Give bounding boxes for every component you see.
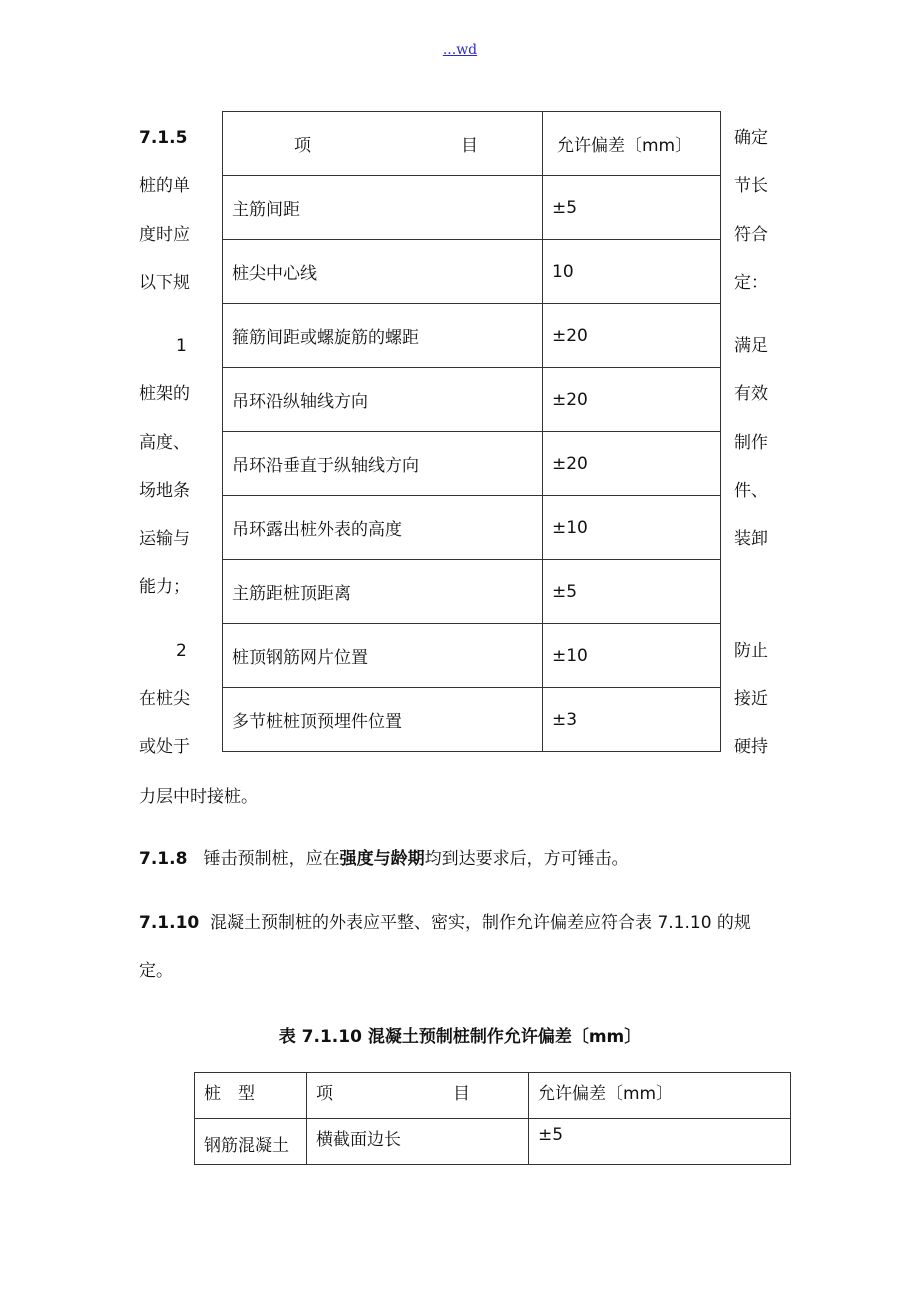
section-number-715: 7.1.5 bbox=[139, 128, 188, 148]
row-item: 多节桩桩顶预埋件位置 bbox=[223, 688, 543, 752]
table-row bbox=[223, 240, 721, 304]
right-line: 符合 bbox=[734, 225, 768, 245]
right-line: 防止 bbox=[734, 641, 768, 661]
table-row bbox=[223, 560, 721, 624]
section-number-7110: 7.1.10 bbox=[139, 913, 200, 933]
tolerance-table-715 bbox=[222, 111, 721, 752]
section-715-tail: 力层中时接桩。 bbox=[139, 787, 258, 807]
page-header: ...wd bbox=[442, 42, 478, 58]
list-number-1: 1 bbox=[176, 336, 187, 356]
table-row bbox=[223, 688, 721, 752]
left-line: 场地条 bbox=[139, 481, 190, 501]
header-item-cell bbox=[223, 112, 543, 176]
header-tolerance: 允许偏差〔mm〕 bbox=[543, 112, 721, 176]
row-value: ±3 bbox=[543, 688, 721, 752]
left-line: 在桩尖 bbox=[139, 689, 190, 709]
row-item: 桩顶钢筋网片位置 bbox=[223, 624, 543, 688]
header-tolerance: 允许偏差〔mm〕 bbox=[529, 1073, 791, 1119]
row-item: 箍筋间距或螺旋筋的螺距 bbox=[223, 304, 543, 368]
row-value: ±10 bbox=[543, 624, 721, 688]
row-value: ±5 bbox=[529, 1119, 791, 1165]
left-line: 以下规 bbox=[139, 273, 190, 293]
row-value: ±20 bbox=[543, 304, 721, 368]
left-line: 桩架的 bbox=[139, 384, 190, 404]
table-header-row bbox=[195, 1073, 791, 1119]
left-line: 或处于 bbox=[139, 737, 190, 757]
table-row bbox=[223, 496, 721, 560]
header-item-a: 项 bbox=[294, 136, 311, 156]
left-line: 能力； bbox=[139, 577, 190, 597]
section-7110-line1: 混凝土预制桩的外表应平整、密实，制作允许偏差应符合表 7.1.10 的规 bbox=[210, 913, 751, 933]
left-line: 度时应 bbox=[139, 225, 190, 245]
left-line: 高度、 bbox=[139, 433, 190, 453]
header-item-cell bbox=[307, 1073, 529, 1119]
row-item: 主筋距桩顶距离 bbox=[223, 560, 543, 624]
right-line: 确定 bbox=[734, 128, 768, 148]
right-line: 制作 bbox=[734, 433, 768, 453]
section-718-text-a: 锤击预制桩，应在 bbox=[203, 849, 340, 869]
table-header-row bbox=[223, 112, 721, 176]
section-718-bold-text: 强度与龄期 bbox=[339, 849, 425, 869]
row-item: 吊环露出桩外表的高度 bbox=[223, 496, 543, 560]
right-line: 满足 bbox=[734, 336, 768, 356]
right-line: 有效 bbox=[734, 384, 768, 404]
header-item-a: 项 bbox=[316, 1084, 333, 1104]
row-item: 横截面边长 bbox=[307, 1119, 529, 1165]
table-row bbox=[223, 304, 721, 368]
row-value: ±5 bbox=[543, 560, 721, 624]
table-row bbox=[223, 432, 721, 496]
table-row bbox=[223, 368, 721, 432]
table-caption: 表 7.1.10 混凝土预制桩制作允许偏差〔mm〕 bbox=[278, 1027, 642, 1047]
row-item: 吊环沿垂直于纵轴线方向 bbox=[223, 432, 543, 496]
right-line: 节长 bbox=[734, 176, 768, 196]
row-value: ±20 bbox=[543, 368, 721, 432]
row-type: 钢筋混凝土 bbox=[195, 1119, 307, 1165]
row-item: 吊环沿纵轴线方向 bbox=[223, 368, 543, 432]
table-row bbox=[195, 1119, 791, 1165]
section-718-text-b: 均到达要求后，方可锤击。 bbox=[424, 849, 629, 869]
header-item-b: 目 bbox=[461, 136, 478, 156]
row-item: 主筋间距 bbox=[223, 176, 543, 240]
header-type: 桩 型 bbox=[195, 1073, 307, 1119]
section-number-718: 7.1.8 bbox=[139, 849, 188, 869]
right-line: 装卸 bbox=[734, 529, 768, 549]
section-7110-paragraph bbox=[139, 912, 751, 934]
right-line: 硬持 bbox=[734, 737, 768, 757]
row-value: ±10 bbox=[543, 496, 721, 560]
right-line: 接近 bbox=[734, 689, 768, 709]
list-number-2: 2 bbox=[176, 641, 187, 661]
left-line: 桩的单 bbox=[139, 176, 190, 196]
row-value: ±20 bbox=[543, 432, 721, 496]
table-row bbox=[223, 624, 721, 688]
row-item: 桩尖中心线 bbox=[223, 240, 543, 304]
row-value: 10 bbox=[543, 240, 721, 304]
header-item-b: 目 bbox=[453, 1084, 470, 1104]
section-718-paragraph bbox=[139, 848, 629, 870]
table-row bbox=[223, 176, 721, 240]
row-value: ±5 bbox=[543, 176, 721, 240]
left-line: 运输与 bbox=[139, 529, 190, 549]
section-7110-line2: 定。 bbox=[139, 961, 173, 981]
tolerance-table-7110 bbox=[194, 1072, 791, 1165]
right-line: 定： bbox=[734, 273, 768, 293]
right-line: 件、 bbox=[734, 481, 768, 501]
